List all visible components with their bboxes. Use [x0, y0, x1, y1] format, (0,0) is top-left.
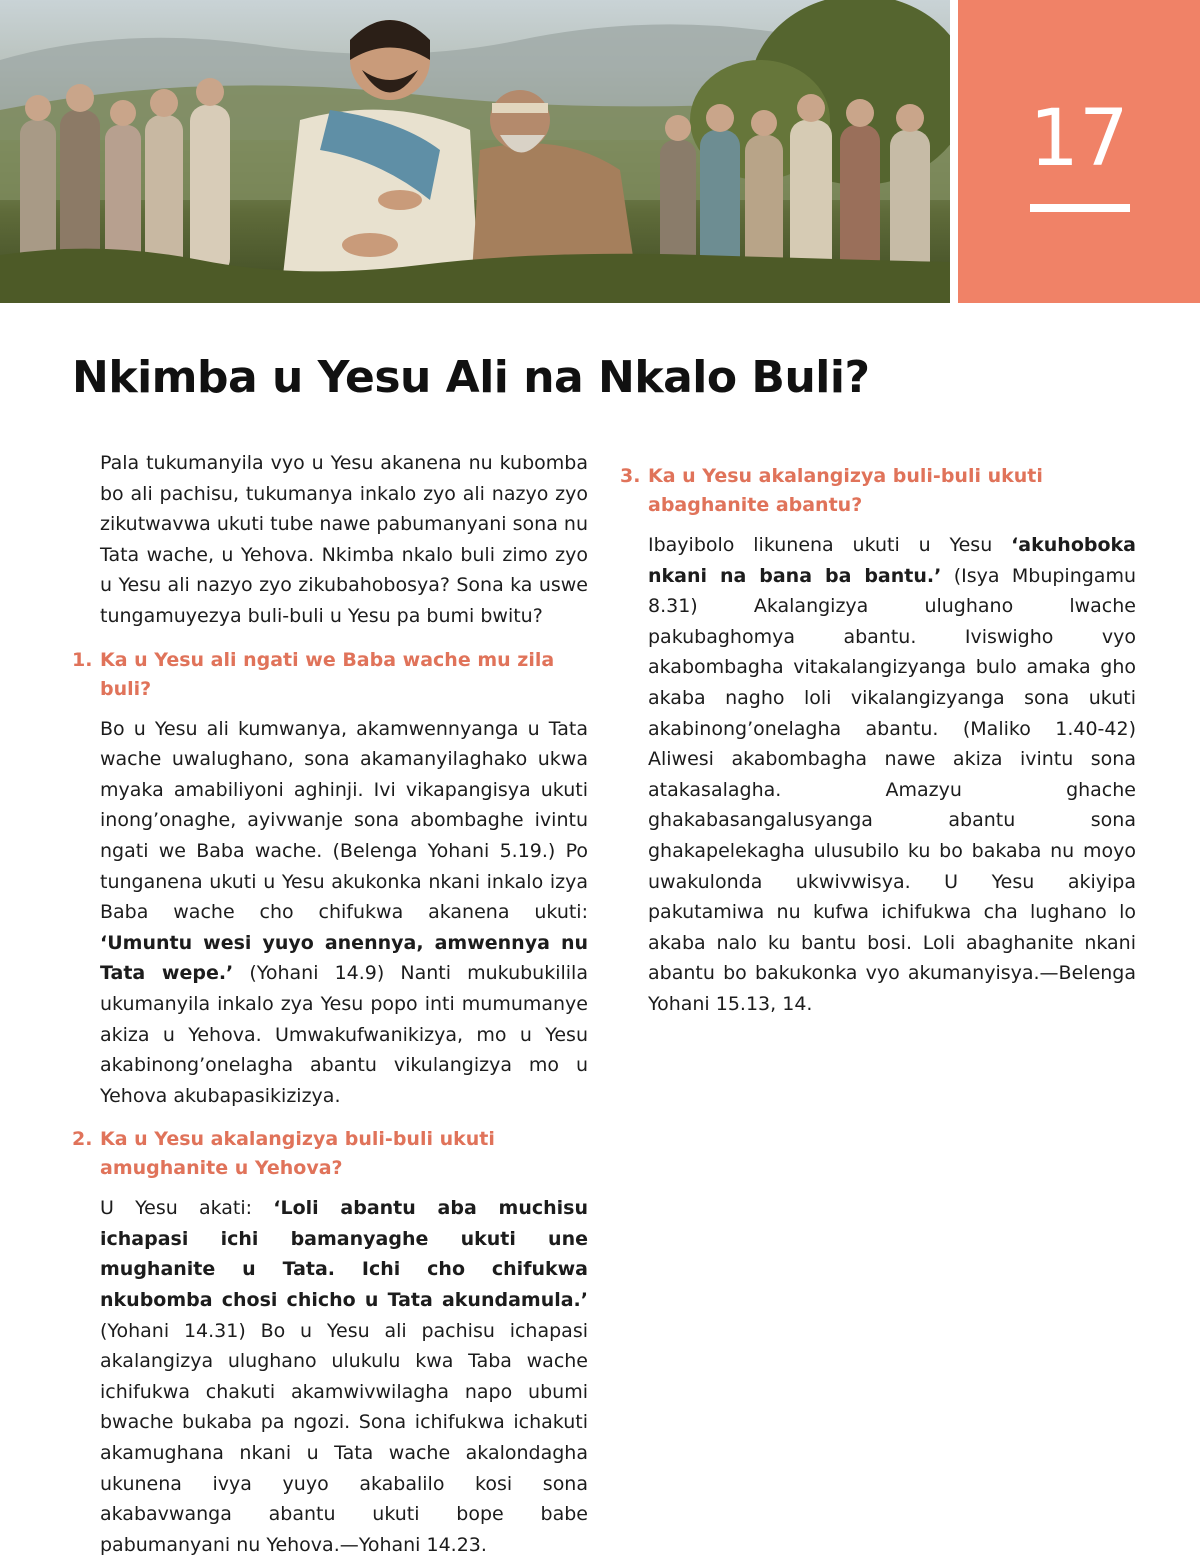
answer-1-quote: ‘Umuntu wesi yuyo anennya, amwennya nu Tata wepe.’	[100, 931, 588, 985]
answer-2-text-b: (Yohani 14.31) Bo u Yesu ali pachisu ichapasi akalangizya ulughano ulukulu kwa Taba wache ichifukwa chakuti akamwivwilagha napo ubumi bwache bukaba pa ngozi. Sona ichifukwa ichakuti akamughana nkani u Tata wache akalondagha ukunena ivya yuyo akabalilo kosi sona akabavwanga abantu ukuti bope babe pabumanyani nu Yehova.—Yohani 14.23.	[100, 1319, 588, 1556]
answer-3-quote: ‘akuhoboka nkani na bana ba bantu.’	[648, 534, 1136, 587]
page-title: Nkimba u Yesu Ali na Nkalo Buli?	[72, 352, 870, 403]
lesson-number: 17	[1029, 94, 1129, 184]
lesson-number-badge	[958, 0, 1200, 303]
answer-3-paragraph	[620, 530, 1136, 1020]
answer-2-quote: ‘Loli abantu aba muchisu ichapasi ichi bamanyaghe ukuti une mughanite u Tata. Ichi cho chifukwa nkubomba chosi chicho u Tata akundamula.’	[100, 1197, 588, 1312]
question-1-number: 1.	[72, 648, 93, 671]
answer-2-paragraph	[72, 1193, 588, 1560]
question-1	[72, 646, 588, 704]
answer-1-paragraph	[72, 714, 588, 1112]
question-2-number: 2.	[72, 1128, 93, 1151]
question-2-text: Ka u Yesu akalangizya buli-buli ukuti amughanite u Yehova?	[100, 1128, 495, 1180]
answer-1-text-a: Bo u Yesu ali kumwanya, akamwennyanga u Tata wache uwalughano, sona akamanyilaghako ukwa myaka amabiliyoni aghinji. Ivi vikapangisya ukuti inong’onaghe, ayivwanje sona abombaghe ivintu ngati we Baba wache. (Belenga Yohani 5.19.) Po tunganena ukuti u Yesu akukonka nkani inkalo izya Baba wache cho chifukwa akanena ukuti:	[100, 717, 588, 924]
question-2	[72, 1125, 588, 1183]
question-1-text: Ka u Yesu ali ngati we Baba wache mu zila buli?	[100, 648, 555, 700]
question-3	[620, 462, 1136, 520]
answer-3-text-b: (Isya Mbupingamu 8.31) Akalangizya ulughano lwache pakubaghomya abantu. Iviswigho vyo akabombagha vitakalangizyanga bulo amaka gho akaba nagho loli vikalangizyanga sona ukuti akabinong’onelagha abantu. (Maliko 1.40-42) Aliwesi akabombagha nawe akiza ivintu sona atakasalagha. Amazyu ghache ghakabasangalusyanga abantu sona ghakapelekagha ulusubilo ku bo bakaba nu moyo uwakulonda ukwivwisya. U Yesu akiyipa pakutamiwa nu kufwa ichifukwa cha lughano lo akaba nalo ku bantu bosi. Loli abaghanite nkani abantu bo bakukonka vyo akumanyisya.—Belenga Yohani 15.13, 14.	[648, 564, 1136, 1015]
lesson-number-underline	[1030, 204, 1130, 212]
hero-illustration	[0, 0, 950, 303]
question-3-number: 3.	[620, 465, 641, 487]
answer-2-text-a: U Yesu akati:	[100, 1197, 274, 1220]
answer-1-text-b: (Yohani 14.9) Nanti mukubukilila ukumanyila inkalo zya Yesu popo inti mumumanye akiza u Yehova. Umwakufwanikizya, mo u Yesu akabinong’onelagha abantu vikulangizya mo u Yehova akubapasikizizya.	[100, 962, 588, 1107]
hero-image	[0, 0, 950, 303]
left-column	[72, 448, 588, 1568]
question-3-text: Ka u Yesu akalangizya buli-buli ukuti abaghanite abantu?	[648, 465, 1043, 516]
intro-paragraph: Pala tukumanyila vyo u Yesu akanena nu kubomba bo ali pachisu, tukumanya inkalo zyo ali nazyo zyo zikutwavwa ukuti tube nawe pabumanyani sona nu Tata wache, u Yehova. Nkimba nkalo buli zimo zyo u Yesu ali nazyo zyo zikubahobosya? Sona ka uswe tungamuyezya buli-buli u Yesu pa bumi bwitu?	[100, 452, 588, 627]
right-column	[620, 448, 1136, 1028]
answer-3-text-a: Ibayibolo likunena ukuti u Yesu	[648, 534, 1012, 556]
